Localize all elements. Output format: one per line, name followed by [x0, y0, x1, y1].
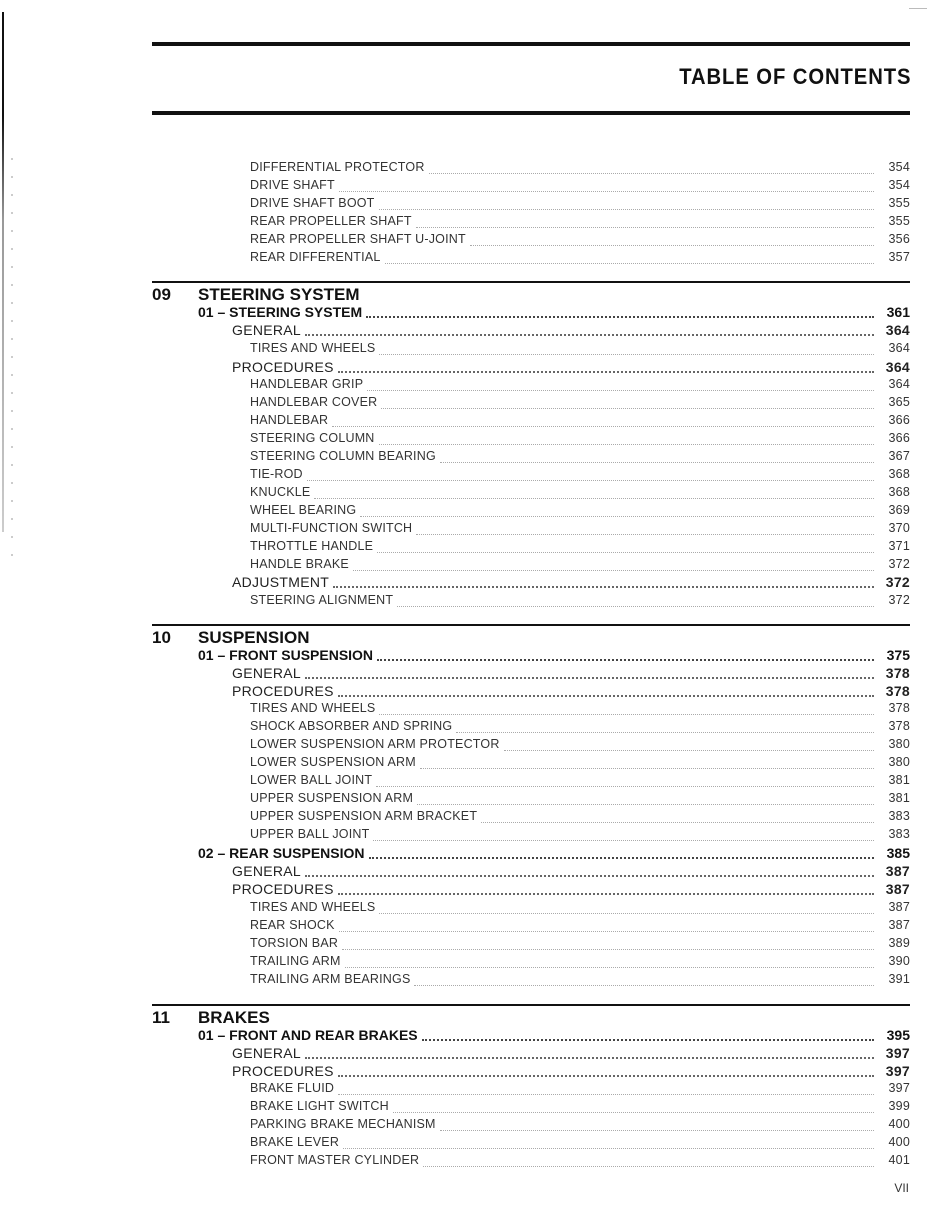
dot-leader [481, 822, 874, 823]
dot-leader [381, 408, 874, 409]
dot-leader [416, 534, 874, 535]
toc-entry[interactable]: REAR PROPELLER SHAFT U-JOINT 356 [250, 232, 910, 246]
dot-leader [393, 1112, 874, 1113]
toc-entry[interactable]: HANDLEBAR 366 [250, 413, 910, 427]
toc-chapter[interactable]: 01 – FRONT SUSPENSION 375 [198, 647, 910, 663]
dot-leader [470, 245, 874, 246]
dot-leader [416, 227, 874, 228]
section-heading-steering: 09 STEERING SYSTEM [152, 285, 360, 304]
dot-leader [379, 209, 874, 210]
toc-subheading[interactable]: PROCEDURES 397 [232, 1063, 910, 1079]
dot-leader [429, 173, 874, 174]
dot-leader [342, 949, 874, 950]
dot-leader [377, 659, 874, 661]
dot-leader [338, 695, 874, 697]
toc-entry[interactable]: REAR SHOCK 387 [250, 918, 910, 932]
dot-leader [379, 714, 874, 715]
toc-entry[interactable]: TIRES AND WHEELS 378 [250, 701, 910, 715]
section-rule [152, 624, 910, 626]
dot-leader [338, 1094, 874, 1095]
toc-entry[interactable]: TIRES AND WHEELS 364 [250, 341, 910, 355]
toc-entry[interactable]: BRAKE LIGHT SWITCH 399 [250, 1099, 910, 1113]
toc-chapter[interactable]: 01 – STEERING SYSTEM 361 [198, 304, 910, 320]
dot-leader [314, 498, 874, 499]
dot-leader [338, 893, 874, 895]
dot-leader [338, 371, 874, 373]
dot-leader [379, 444, 874, 445]
dot-leader [343, 1148, 874, 1149]
toc-subheading[interactable]: PROCEDURES 378 [232, 683, 910, 699]
dot-leader [307, 480, 874, 481]
dot-leader [377, 552, 874, 553]
toc-entry[interactable]: LOWER BALL JOINT 381 [250, 773, 910, 787]
header-top-rule [152, 42, 910, 46]
dot-leader [440, 1130, 874, 1131]
dot-leader [353, 570, 874, 571]
dot-leader [376, 786, 874, 787]
section-rule [152, 1004, 910, 1006]
dot-leader [339, 931, 874, 932]
toc-subheading[interactable]: GENERAL 378 [232, 665, 910, 681]
toc-entry[interactable]: SHOCK ABSORBER AND SPRING 378 [250, 719, 910, 733]
toc-entry[interactable]: HANDLEBAR COVER 365 [250, 395, 910, 409]
dot-leader [379, 354, 874, 355]
toc-entry[interactable]: HANDLE BRAKE 372 [250, 557, 910, 571]
toc-entry[interactable]: STEERING COLUMN 366 [250, 431, 910, 445]
dot-leader [345, 967, 874, 968]
dot-leader [305, 875, 874, 877]
toc-subheading[interactable]: GENERAL 397 [232, 1045, 910, 1061]
toc-subheading[interactable]: GENERAL 387 [232, 863, 910, 879]
dot-leader [367, 390, 874, 391]
section-heading-suspension: 10 SUSPENSION [152, 628, 310, 647]
toc-entry[interactable]: DIFFERENTIAL PROTECTOR 354 [250, 160, 910, 174]
dot-leader [369, 857, 875, 859]
dot-leader [339, 191, 874, 192]
dot-leader [456, 732, 874, 733]
toc-entry[interactable]: TRAILING ARM BEARINGS 391 [250, 972, 910, 986]
toc-entry[interactable]: FRONT MASTER CYLINDER 401 [250, 1153, 910, 1167]
toc-subheading[interactable]: GENERAL 364 [232, 322, 910, 338]
section-heading-brakes: 11 BRAKES [152, 1008, 270, 1027]
toc-entry[interactable]: LOWER SUSPENSION ARM 380 [250, 755, 910, 769]
dot-leader [422, 1039, 874, 1041]
toc-entry[interactable]: REAR PROPELLER SHAFT 355 [250, 214, 910, 228]
page-number: VII [894, 1181, 909, 1195]
toc-entry[interactable]: TRAILING ARM 390 [250, 954, 910, 968]
toc-entry[interactable]: BRAKE LEVER 400 [250, 1135, 910, 1149]
toc-subheading[interactable]: ADJUSTMENT 372 [232, 574, 910, 590]
dot-leader [305, 677, 874, 679]
toc-entry[interactable]: TORSION BAR 389 [250, 936, 910, 950]
toc-entry[interactable]: HANDLEBAR GRIP 364 [250, 377, 910, 391]
toc-entry[interactable]: LOWER SUSPENSION ARM PROTECTOR 380 [250, 737, 910, 751]
toc-subheading[interactable]: PROCEDURES 364 [232, 359, 910, 375]
dot-leader [440, 462, 874, 463]
dot-leader [305, 334, 874, 336]
toc-chapter[interactable]: 02 – REAR SUSPENSION 385 [198, 845, 910, 861]
dot-leader [332, 426, 874, 427]
toc-chapter[interactable]: 01 – FRONT AND REAR BRAKES 395 [198, 1027, 910, 1043]
toc-entry[interactable]: UPPER SUSPENSION ARM 381 [250, 791, 910, 805]
dot-leader [379, 913, 874, 914]
dot-leader [305, 1057, 874, 1059]
toc-entry[interactable]: KNUCKLE 368 [250, 485, 910, 499]
toc-entry[interactable]: THROTTLE HANDLE 371 [250, 539, 910, 553]
toc-entry[interactable]: STEERING COLUMN BEARING 367 [250, 449, 910, 463]
toc-entry[interactable]: UPPER BALL JOINT 383 [250, 827, 910, 841]
dot-leader [338, 1075, 874, 1077]
dot-leader [373, 840, 874, 841]
toc-entry[interactable]: DRIVE SHAFT 354 [250, 178, 910, 192]
dot-leader [366, 316, 874, 318]
toc-entry[interactable]: TIE-ROD 368 [250, 467, 910, 481]
dot-leader [504, 750, 874, 751]
toc-entry[interactable]: UPPER SUSPENSION ARM BRACKET 383 [250, 809, 910, 823]
section-rule [152, 281, 910, 283]
dot-leader [360, 516, 874, 517]
header-bottom-rule [152, 111, 910, 115]
page-title: TABLE OF CONTENTS [678, 64, 911, 89]
toc-entry[interactable]: REAR DIFFERENTIAL 357 [250, 250, 910, 264]
dot-leader [414, 985, 874, 986]
dot-leader [385, 263, 875, 264]
toc-entry[interactable]: PARKING BRAKE MECHANISM 400 [250, 1117, 910, 1131]
dot-leader [420, 768, 874, 769]
dot-leader [417, 804, 874, 805]
corner-scan-mark [909, 8, 927, 9]
toc-entry[interactable]: DRIVE SHAFT BOOT 355 [250, 196, 910, 210]
toc-subheading[interactable]: PROCEDURES 387 [232, 881, 910, 897]
toc-entry[interactable]: MULTI-FUNCTION SWITCH 370 [250, 521, 910, 535]
toc-entry[interactable]: WHEEL BEARING 369 [250, 503, 910, 517]
dot-leader [397, 606, 874, 607]
toc-entry[interactable]: BRAKE FLUID 397 [250, 1081, 910, 1095]
dot-leader [423, 1166, 874, 1167]
toc-entry[interactable]: TIRES AND WHEELS 387 [250, 900, 910, 914]
dot-leader [333, 586, 874, 588]
toc-entry[interactable]: STEERING ALIGNMENT 372 [250, 593, 910, 607]
